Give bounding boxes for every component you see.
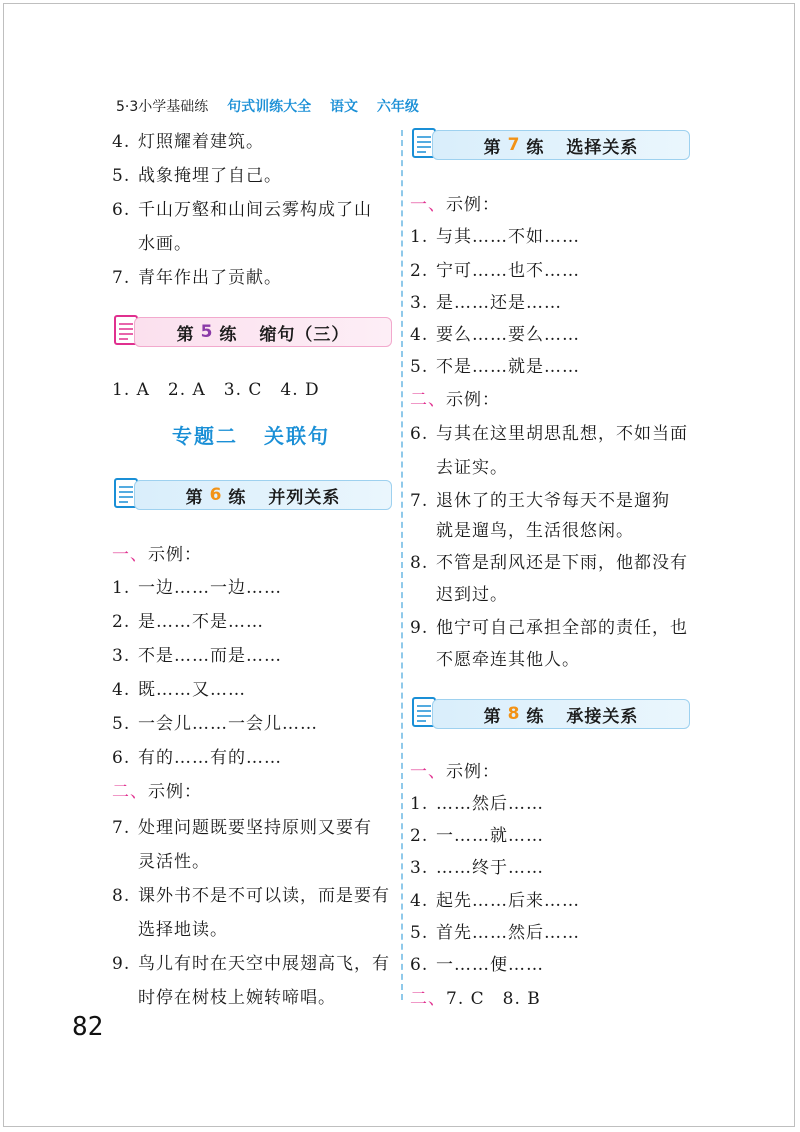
list-item: 7. 退休了的王大爷每天不是遛狗 xyxy=(410,491,670,511)
list-item: 选择地读。 xyxy=(138,920,228,940)
list-item: 灵活性。 xyxy=(138,852,210,872)
list-item: 9. 他宁可自己承担全部的责任，也 xyxy=(410,618,688,638)
list-item: 水画。 xyxy=(138,234,192,254)
list-item: 2. 一……就…… xyxy=(410,826,544,846)
exercise-title: 选择关系 xyxy=(566,137,639,158)
list-item: 3. 不是……而是…… xyxy=(112,646,282,666)
list-item: 1. ……然后…… xyxy=(410,794,544,814)
exercise-number: 6 xyxy=(209,485,223,505)
exercise-8-banner: 第 8 练 承接关系 xyxy=(410,697,690,729)
answers-8: 二、7. C 8. B xyxy=(410,989,541,1009)
exercise-title: 缩句（三） xyxy=(259,324,350,345)
running-header xyxy=(116,96,419,116)
section-heading: 一、示例： xyxy=(410,195,500,215)
list-item: 5. 不是……就是…… xyxy=(410,357,580,377)
exercise-6-banner: 第 6 练 并列关系 xyxy=(112,478,392,510)
list-item: 2. 宁可……也不…… xyxy=(410,261,580,281)
exercise-number: 8 xyxy=(507,704,521,724)
series-name: 5·3小学基础练 xyxy=(116,99,209,115)
list-item: 6. 一……便…… xyxy=(410,955,544,975)
subject-label: 语文 xyxy=(330,99,359,115)
list-item: 1. 与其……不如…… xyxy=(410,227,580,247)
list-item: 6. 与其在这里胡思乱想，不如当面 xyxy=(410,424,688,444)
list-item: 时停在树枝上婉转啼唱。 xyxy=(138,988,336,1008)
exercise-title: 承接关系 xyxy=(566,706,639,727)
page-number: 82 xyxy=(72,1012,104,1042)
exercise-number: 5 xyxy=(200,322,214,342)
list-item: 迟到过。 xyxy=(436,585,508,605)
list-item: 去证实。 xyxy=(436,458,508,478)
list-item: 7. 处理问题既要坚持原则又要有 xyxy=(112,818,372,838)
list-item: 9. 鸟儿有时在天空中展翅高飞，有 xyxy=(112,954,390,974)
list-item: 5. 首先……然后…… xyxy=(410,923,580,943)
list-item: 就是遛鸟，生活很悠闲。 xyxy=(436,521,634,541)
list-item: 5. 一会儿……一会儿…… xyxy=(112,714,318,734)
list-item: 6. 千山万壑和山间云雾构成了山 xyxy=(112,200,372,220)
list-item: 4. 起先……后来…… xyxy=(410,891,580,911)
list-item: 8. 课外书不是不可以读，而是要有 xyxy=(112,886,390,906)
exercise-5-banner xyxy=(112,315,392,347)
list-item: 5. 战象掩埋了自己。 xyxy=(112,166,282,186)
section-heading: 一、示例： xyxy=(112,545,202,565)
list-item: 3. ……终于…… xyxy=(410,858,544,878)
list-item: 4. 要么……要么…… xyxy=(410,325,580,345)
list-item: 8. 不管是刮风还是下雨，他都没有 xyxy=(410,553,688,573)
section-heading: 二、示例： xyxy=(410,390,500,410)
exercise-number: 7 xyxy=(507,135,521,155)
section-heading: 一、示例： xyxy=(410,762,500,782)
exercise-7-banner: 第 7 练 选择关系 xyxy=(410,128,690,160)
list-item: 2. 是……不是…… xyxy=(112,612,264,632)
grade-label: 六年级 xyxy=(376,99,419,115)
list-item: 3. 是……还是…… xyxy=(410,293,562,313)
banner-suffix: 练 xyxy=(219,324,238,345)
exercise-title: 并列关系 xyxy=(268,487,341,508)
book-title: 句式训练大全 xyxy=(227,99,312,115)
section-heading: 二、示例： xyxy=(112,782,202,802)
answers-5: 1. A 2. A 3. C 4. D xyxy=(112,380,320,400)
column-divider xyxy=(401,130,403,1000)
list-item: 4. 既……又…… xyxy=(112,680,246,700)
list-item: 不愿牵连其他人。 xyxy=(436,650,580,670)
topic-heading: 专题二 关联句 xyxy=(172,424,330,448)
list-item: 7. 青年作出了贡献。 xyxy=(112,268,282,288)
list-item: 1. 一边……一边…… xyxy=(112,578,282,598)
list-item: 6. 有的……有的…… xyxy=(112,748,282,768)
list-item: 4. 灯照耀着建筑。 xyxy=(112,132,264,152)
banner-prefix: 第 xyxy=(176,324,195,345)
